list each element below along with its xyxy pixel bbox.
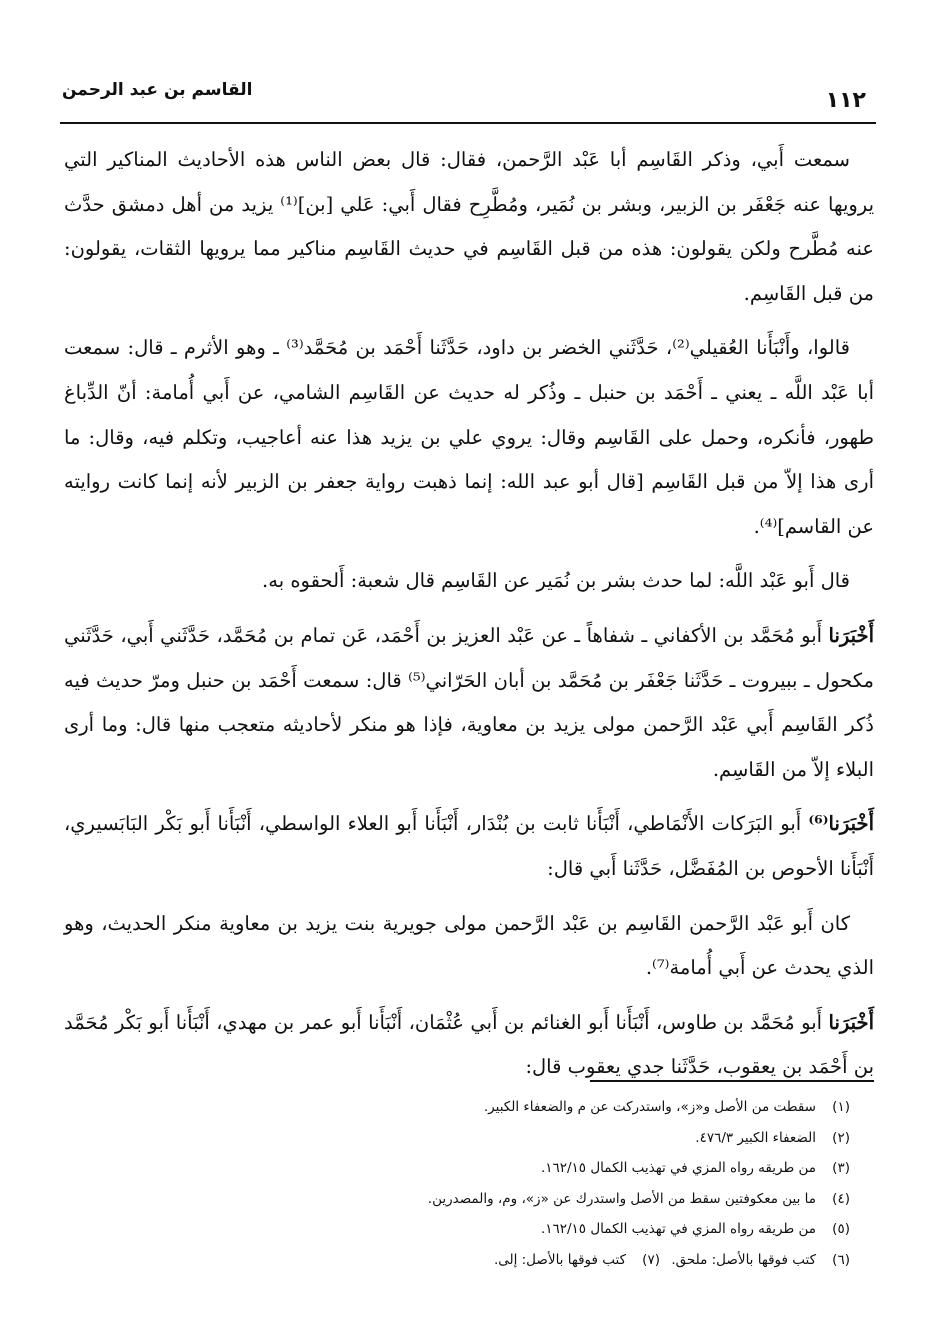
isnad-lead: أَخْبَرَنا⁽⁶⁾ [808,812,874,836]
footnote-text: من طريقه رواه المزي في تهذيب الكمال ١٦٢/١٥. [540,1160,816,1176]
footnote-6-7 [70,1245,850,1276]
footnote-3 [70,1153,850,1184]
paragraph-7 [64,1001,874,1090]
footnote-number: (٢) [832,1129,850,1146]
footnote-number: (٧) [642,1251,660,1268]
paragraph-4-text: أَبو مُحَمَّد بن الأكفاني ـ شفاهاً ـ عن عَبْد العزيز بن أَحْمَد، عَن تمام بن مُحَمَّد، حَدَّثَني أَبي، حَدَّثَني مكحول ـ ببيروت ـ حَدَّثَنا جَعْفَر بن مُحَمَّد بن أبان الحَرّاني⁽⁵⁾ قال: سمعت أَحْمَد بن حنبل ومرّ حديث فيه ذُكر القَاسِم أَبي عَبْد الرَّحمن مولى يزيد بن معاوية، فإذا هو منكر لأحاديثه متعجب منها قال: وما أرى البلاء إلاّ من القَاسِم. [64,623,874,781]
footnote-text: كتب فوقها بالأصل: ملحق. [671,1251,816,1268]
footnote-text: من طريقه رواه المزي في تهذيب الكمال ١٦٢/١٥. [540,1221,816,1237]
footnote-4 [70,1184,850,1215]
footnote-text: الضعفاء الكبير ٤٧٦/٣. [695,1129,816,1146]
footnote-1 [70,1092,850,1123]
paragraph-1: سمعت أَبي، وذكر القَاسِم أبا عَبْد الرَّحمن، فقال: قال بعض الناس هذه الأحاديث المناكير التي يرويها عنه جَعْفَر بن الزبير، وبشر بن نُمَير، ومُطَّرِح فقال أَبي: عَلي [بن]⁽¹⁾ يزيد من أهل دمشق حدَّث عنه مُطَّرح ولكن يقولون: هذه من قبل القَاسِم في حديث القَاسِم مناكير مما يرويها الثقات، يقولون: من قبل القَاسِم. [64,148,874,305]
footnote-text: سقطت من الأصل و«ز»، واستدركت عن م والضعفاء الكبير. [483,1099,816,1115]
paragraph-2: قالوا، وأَنْبَأَنا العُقيلي⁽²⁾، حَدَّثَني الخضر بن داود، حَدَّثَنا أَحْمَد بن مُحَمَّد⁽³⁾ ـ وهو الأثرم ـ قال: سمعت أبا عَبْد اللَّه ـ يعني ـ أَحْمَد بن حنبل ـ وذُكر له حديث عن القَاسِم الشامي، عن أَبي أُمامة: أنّ الدِّباغ طهور، فأنكره، وحمل على القَاسِم وقال: يروي علي بن يزيد هذا عنه أعاجيب، وتكلم فيه، وقال: ما أرى هذا إلاّ من قبل القَاسِم [قال أبو عبد الله: إنما ذهبت رواية جعفر بن الزبير لأنه إنما كانت روايته عن القاسم]⁽⁴⁾. [64,336,874,538]
running-title: القاسم بن عبد الرحمن [62,80,253,100]
footnote-number: (٥) [832,1221,850,1237]
main-text [64,138,874,1090]
paragraph-5-text: أَبو البَرَكات الأَنْمَاطي، أَنْبَأَنا ثابت بن بُنْدَار، أَنْبَأَنا أَبو العلاء الواسطي، أَنْبَأَنا أَبو بَكْر البَابَسيري، أَنْبَأَنا الأحوص بن المُفَضَّل، حَدَّثَنا أَبي قال: [64,812,874,880]
footnote-rule [590,1080,874,1082]
footnote-text: ما بين معكوفتين سقط من الأصل واستدرك عن «ز»، وم، والمصدرين. [427,1190,816,1207]
paragraph-6: كان أَبو عَبْد الرَّحمن القَاسِم بن عَبْد الرَّحمن مولى جويرية بنت يزيد بن معاوية منكر الحديث، وهو الذي يحدث عن أَبي أُمامة⁽⁷⁾. [64,911,874,980]
footnotes [70,1092,850,1275]
footnote-2 [70,1123,850,1154]
footnote-text: كتب فوقها بالأصل: إلى. [493,1251,626,1268]
footnote-5 [70,1214,850,1245]
header-rule [60,122,876,124]
paragraph-3: قال أَبو عَبْد اللَّه: لما حدث بشر بن نُمَير عن القَاسِم قال شعبة: أَلحقوه به. [262,569,850,593]
footnote-number: (٤) [832,1190,850,1207]
footnote-number: (٦) [832,1251,850,1268]
isnad-lead: أَخْبَرَنا [828,1010,874,1034]
paragraph-7-text: أَبو مُحَمَّد بن طاوس، أَنْبَأَنا أَبو الغنائم بن أَبي عُثْمَان، أَنْبَأَنا أَبو عمر بن مهدي، أَنْبَأَنا أَبو بَكْر مُحَمَّد بن أَحْمَد بن يعقوب، حَدَّثَنا جدي يعقوب قال: [64,1010,874,1079]
paragraph-5 [64,802,874,891]
page-number: ١١٢ [825,88,866,113]
isnad-lead: أَخْبَرَنا [828,623,874,647]
footnote-number: (٣) [832,1160,850,1176]
paragraph-4 [64,614,874,792]
footnote-number: (١) [832,1099,850,1115]
